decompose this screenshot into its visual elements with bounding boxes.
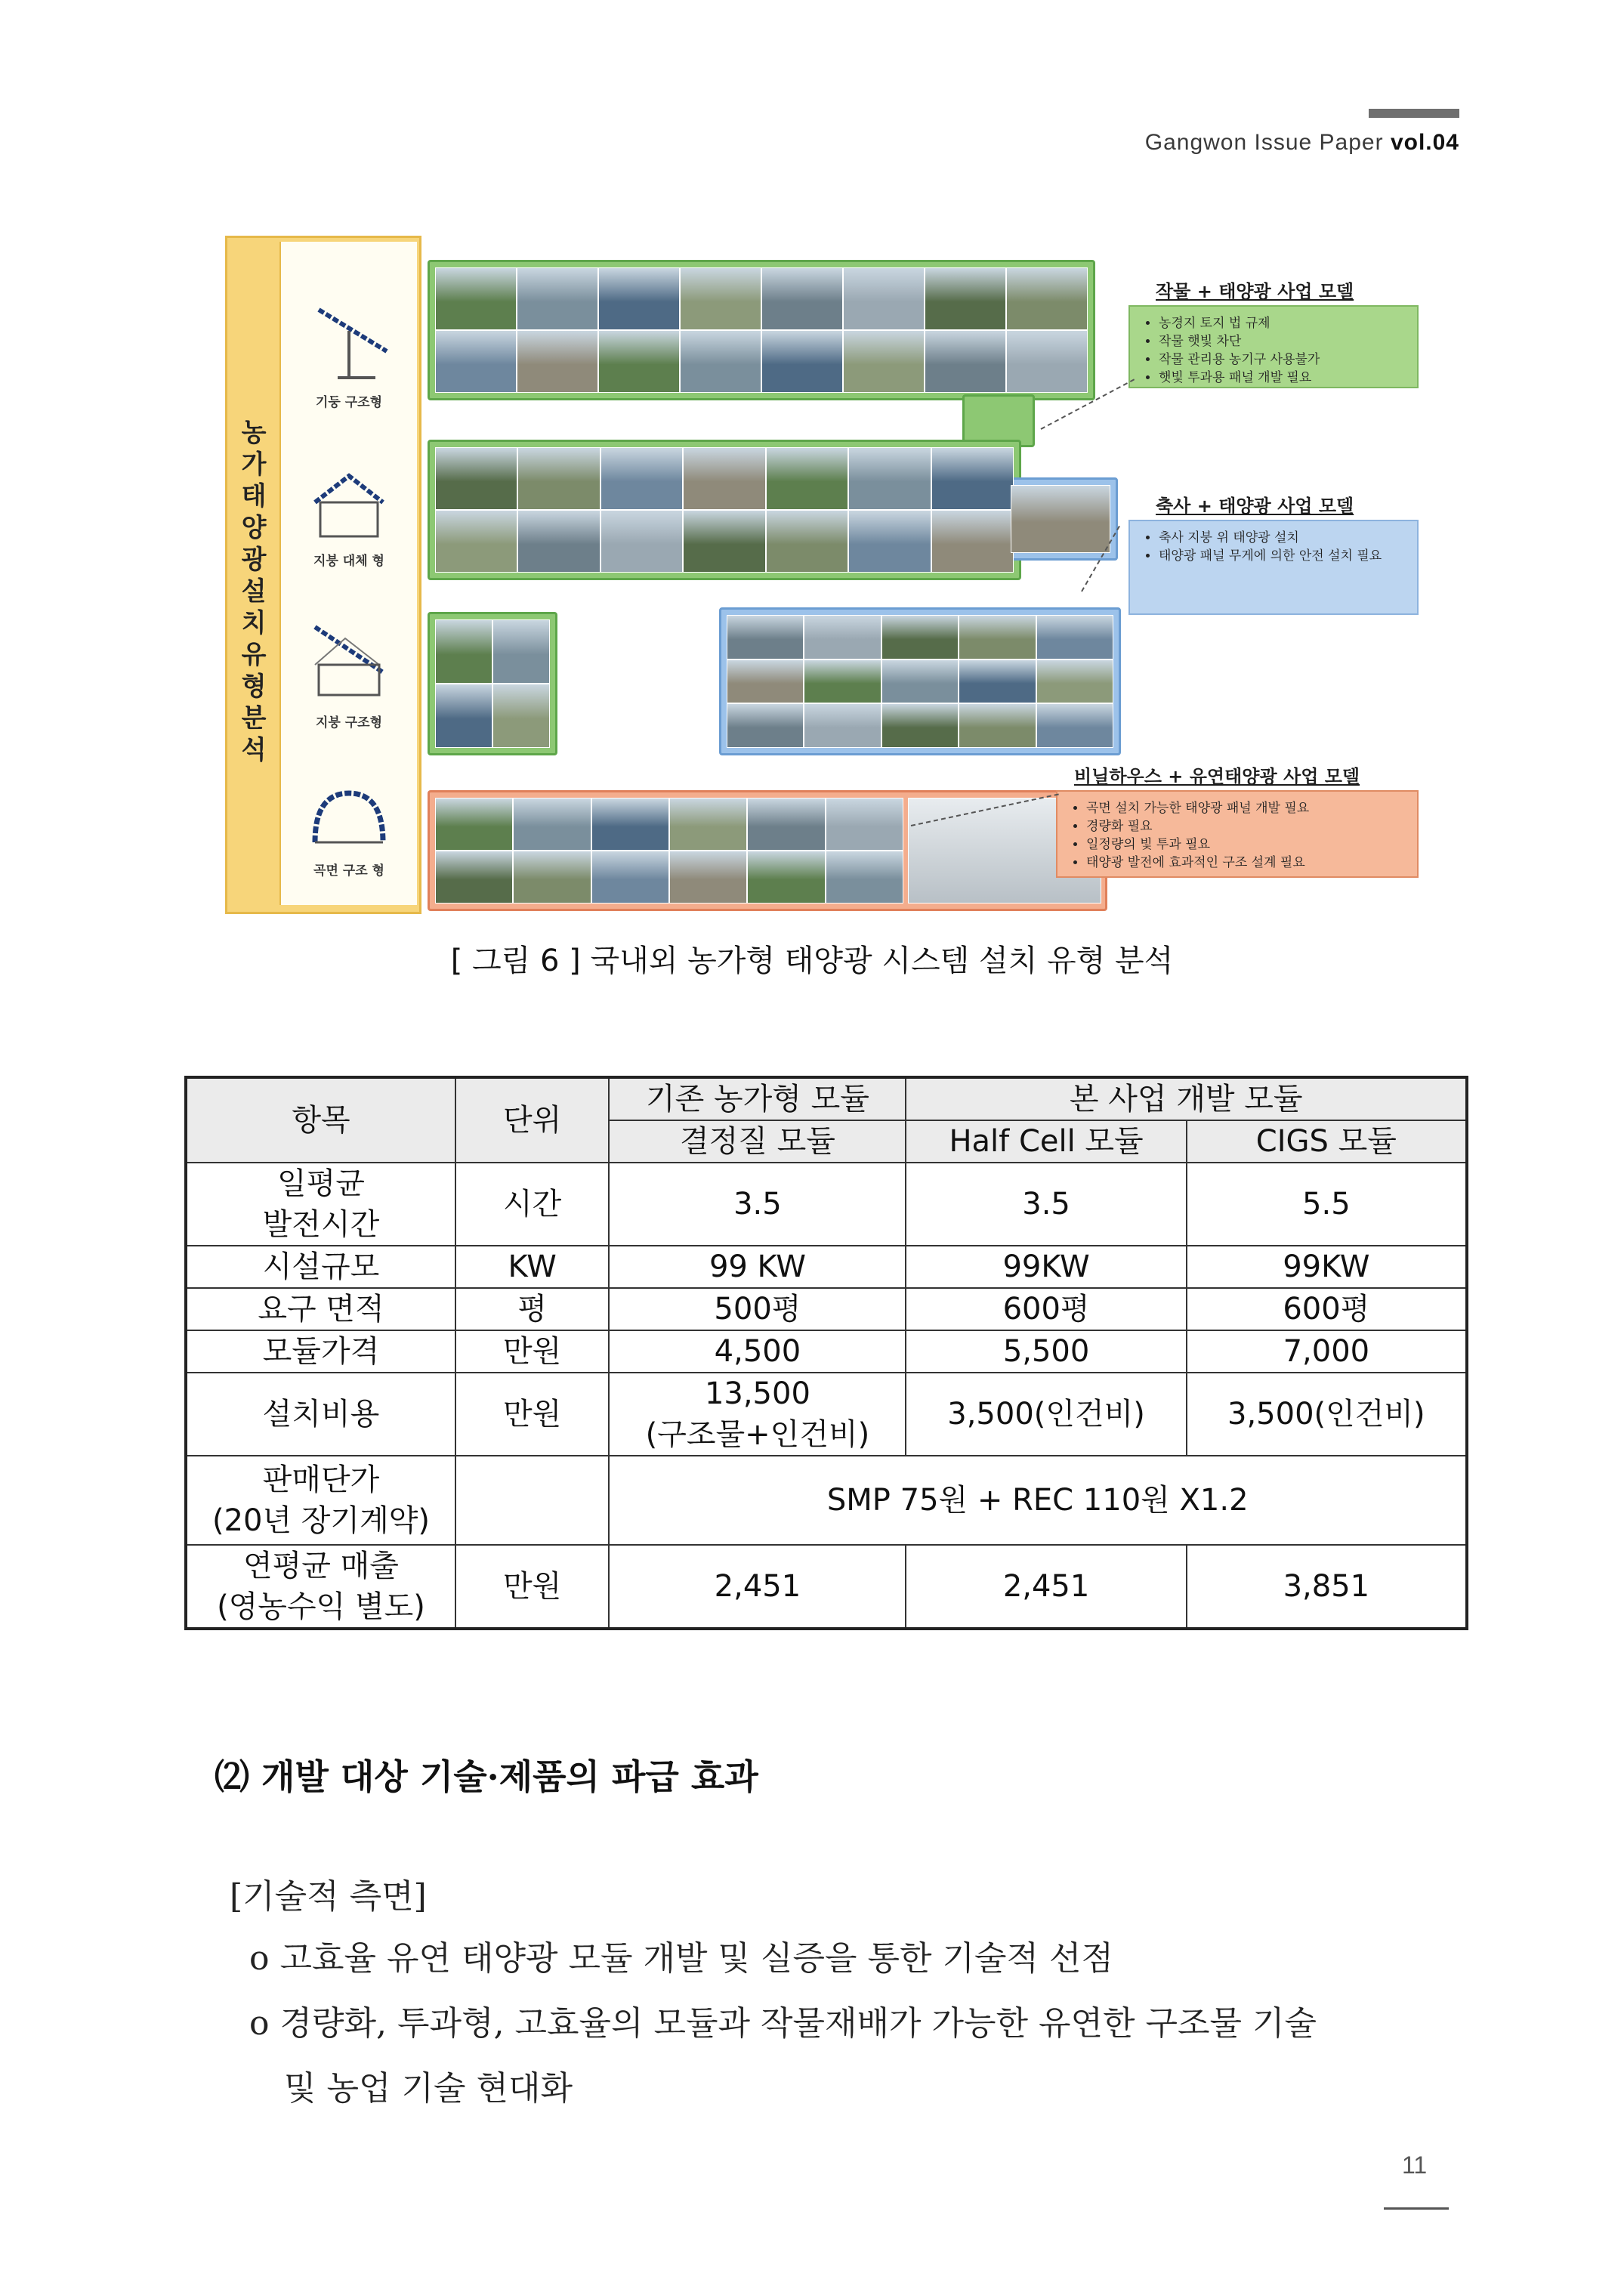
table-row: [186, 1373, 1467, 1456]
photo-tile: [959, 659, 1036, 704]
photo-tile: [766, 510, 848, 573]
cell-value: 3,500(인건비): [1187, 1373, 1467, 1456]
curved-structure-icon: [304, 786, 394, 854]
photo-tile: [435, 851, 513, 903]
cell-value: 7,000: [1187, 1330, 1467, 1373]
row-label-line: 일평균: [276, 1166, 365, 1201]
photo-tile: [591, 798, 669, 851]
photo-tile: [1011, 485, 1110, 553]
callout-box-vinyl: [1056, 790, 1419, 878]
photo-tile: [513, 851, 591, 903]
cell-value-line: 13,500: [704, 1376, 810, 1411]
type-roof-replacement: [281, 468, 417, 619]
header-series: Gangwon Issue Paper: [1144, 130, 1384, 155]
callout-vinyl-item: • 일정량의 빛 투과 필요: [1086, 836, 1403, 854]
photo-tile: [804, 703, 881, 748]
type-label-pole: 기둥 구조형: [315, 395, 383, 410]
photo-tile: [1006, 330, 1088, 393]
photo-tile: [680, 267, 761, 330]
photo-tile: [925, 267, 1006, 330]
photo-tile: [435, 447, 517, 510]
row-label: 모듈가격: [186, 1330, 455, 1373]
photo-tile: [601, 447, 683, 510]
photo-tile: [881, 659, 959, 704]
photo-tile: [435, 330, 517, 393]
photo-tile: [680, 330, 761, 393]
row-label-line: 판매단가: [262, 1463, 380, 1497]
cell-value: 3,851: [1187, 1545, 1467, 1629]
callout-crop-item: • 작물 햇빛 차단: [1159, 332, 1403, 351]
type-curved: [281, 786, 417, 937]
figure-caption: [ 그림 6 ] 국내외 농가형 태양광 시스템 설치 유형 분석: [450, 944, 1174, 978]
row-label: 설치비용: [186, 1373, 455, 1456]
photo-tile: [1006, 267, 1088, 330]
row-unit: KW: [455, 1246, 610, 1288]
photo-tile: [881, 615, 959, 659]
table-row: [186, 1163, 1467, 1246]
cell-value: 2,451: [906, 1545, 1186, 1629]
cell-value: 99KW: [1187, 1246, 1467, 1288]
callout-crop-item: • 작물 관리용 농기구 사용불가: [1159, 351, 1403, 369]
type-label-curved: 곡면 구조 형: [313, 863, 384, 879]
row-label: [186, 1456, 455, 1545]
type-pole: [281, 295, 417, 446]
photo-tile: [959, 615, 1036, 659]
type-panel: [279, 242, 417, 905]
cell-value: 3,500(인건비): [906, 1373, 1186, 1456]
header-bar: [1369, 109, 1459, 118]
table-row: [186, 1456, 1467, 1545]
bullet-item: o 고효율 유연 태양광 모듈 개발 및 실증을 통한 기술적 선점: [249, 1939, 1113, 1978]
cell-value: 500평: [609, 1288, 906, 1330]
photo-tile: [804, 615, 881, 659]
photo-tile: [843, 267, 925, 330]
photo-tile: [435, 619, 492, 684]
callout-livestock-item: • 태양광 패널 무게에 의한 안전 설치 필요: [1159, 547, 1403, 565]
photo-tile: [766, 447, 848, 510]
row-label: 요구 면적: [186, 1288, 455, 1330]
photo-tile: [492, 619, 550, 684]
cell-value: 99KW: [906, 1246, 1186, 1288]
callout-box-crop: [1128, 305, 1419, 388]
photo-tile: [1036, 703, 1113, 748]
photo-tile: [601, 510, 683, 573]
photo-tile: [727, 703, 804, 748]
callout-livestock-item: • 축사 지붕 위 태양광 설치: [1159, 529, 1403, 547]
roof-replacement-icon: [304, 468, 394, 544]
photo-tile: [881, 703, 959, 748]
photo-tile: [747, 851, 825, 903]
header-item: 항목: [186, 1077, 455, 1163]
photo-tile: [931, 510, 1014, 573]
photo-tile: [598, 330, 680, 393]
photo-tile: [747, 798, 825, 851]
cell-value: 3.5: [906, 1163, 1186, 1246]
photo-tile: [683, 447, 765, 510]
row-unit: 만원: [455, 1373, 610, 1456]
row-unit: 만원: [455, 1330, 610, 1373]
photo-tile: [931, 447, 1014, 510]
page-number-underline: [1384, 2207, 1449, 2210]
row-label-line: (20년 장기계약): [211, 1503, 430, 1538]
callout-vinyl-item: • 곡면 설치 가능한 태양광 패널 개발 필요: [1086, 799, 1403, 817]
photo-tile: [517, 510, 600, 573]
cell-value: 600평: [1187, 1288, 1467, 1330]
row-label-line: (영농수익 별도): [217, 1589, 425, 1624]
header-new-group: 본 사업 개발 모듈: [906, 1077, 1467, 1120]
cell-value: 2,451: [609, 1545, 906, 1629]
callout-title-vinyl: 비닐하우스 + 유연태양광 사업 모델: [1074, 766, 1360, 787]
row-label: [186, 1163, 455, 1246]
photo-tile: [435, 798, 513, 851]
table-row: [186, 1246, 1467, 1288]
side-title: 농가태양광설치유형분석: [241, 418, 267, 765]
cell-value: 4,500: [609, 1330, 906, 1373]
photo-tile: [669, 851, 747, 903]
module-comparison-table: [184, 1076, 1468, 1630]
header-crystalline: 결정질 모듈: [609, 1120, 906, 1163]
photo-tile: [959, 703, 1036, 748]
photo-tile: [826, 851, 903, 903]
photo-tile: [804, 659, 881, 704]
header-half-cell: Half Cell 모듈: [906, 1120, 1186, 1163]
callout-vinyl-item: • 태양광 발전에 효과적인 구조 설계 필요: [1086, 854, 1403, 872]
photo-tile: [761, 330, 843, 393]
photo-tile: [513, 798, 591, 851]
header-title: [1145, 130, 1459, 156]
type-label-roof-replacement: 지붕 대체 형: [313, 554, 384, 569]
header-volume: vol.04: [1390, 130, 1459, 155]
bullet-item-continued: 및 농업 기술 현대화: [284, 2069, 573, 2108]
section-title: ⑵ 개발 대상 기술·제품의 파급 효과: [215, 1756, 758, 1797]
photo-tile: [848, 510, 931, 573]
cell-merged-price: SMP 75원 + REC 110원 X1.2: [609, 1456, 1467, 1545]
table-row: [186, 1288, 1467, 1330]
cell-value: 5.5: [1187, 1163, 1467, 1246]
roof-structure-icon: [304, 619, 394, 703]
photo-tile: [925, 330, 1006, 393]
bullet-item: o 경량화, 투과형, 고효율의 모듈과 작물재배가 가능한 유연한 구조물 기술: [249, 2004, 1317, 2043]
photo-tile: [843, 330, 925, 393]
cell-value: 5,500: [906, 1330, 1186, 1373]
cell-value: 600평: [906, 1288, 1186, 1330]
header-unit: 단위: [455, 1077, 610, 1163]
header-cigs: CIGS 모듈: [1187, 1120, 1467, 1163]
page-number: 11: [1402, 2151, 1428, 2179]
photo-tile: [761, 267, 843, 330]
photo-tile: [435, 267, 517, 330]
row-label: 시설규모: [186, 1246, 455, 1288]
type-roof-structure: [281, 619, 417, 771]
table-row: [186, 1545, 1467, 1629]
photo-tile: [669, 798, 747, 851]
photo-tile: [826, 798, 903, 851]
row-label: [186, 1545, 455, 1629]
photo-tile: [435, 510, 517, 573]
photo-tile: [591, 851, 669, 903]
callout-title-crop: 작물 + 태양광 사업 모델: [1156, 281, 1354, 302]
photo-tile: [492, 684, 550, 748]
photo-tile: [1036, 659, 1113, 704]
cell-value: 99 KW: [609, 1246, 906, 1288]
callout-box-livestock: [1128, 520, 1419, 615]
photo-tile: [517, 330, 598, 393]
row-unit: [455, 1456, 610, 1545]
row-unit: 시간: [455, 1163, 610, 1246]
photo-tile: [1036, 615, 1113, 659]
photo-tile: [517, 267, 598, 330]
callout-crop-item: • 햇빛 투과용 패널 개발 필요: [1159, 369, 1403, 387]
photo-tile: [598, 267, 680, 330]
cell-value: [609, 1373, 906, 1456]
figure-solar-installation-types: [225, 236, 1423, 914]
cell-value: 3.5: [609, 1163, 906, 1246]
section-subtitle: [기술적 측면]: [230, 1877, 427, 1916]
row-label-line: 발전시간: [262, 1207, 380, 1242]
photo-tile: [435, 684, 492, 748]
pole-structure-icon: [304, 295, 394, 385]
table-row: [186, 1330, 1467, 1373]
callout-crop-item: • 농경지 토지 법 규제: [1159, 314, 1403, 332]
type-label-roof-structure: 지붕 구조형: [315, 715, 383, 731]
photo-tile: [848, 447, 931, 510]
cell-value-line: (구조물+인건비): [645, 1417, 870, 1452]
photo-tile: [517, 447, 600, 510]
photo-tile: [683, 510, 765, 573]
photo-tile: [727, 659, 804, 704]
row-unit: 만원: [455, 1545, 610, 1629]
row-unit: 평: [455, 1288, 610, 1330]
photo-tile: [727, 615, 804, 659]
row-label-line: 연평균 매출: [242, 1549, 399, 1583]
header-existing-group: 기존 농가형 모듈: [609, 1077, 906, 1120]
callout-vinyl-item: • 경량화 필요: [1086, 817, 1403, 836]
callout-title-livestock: 축사 + 태양광 사업 모델: [1156, 496, 1354, 517]
